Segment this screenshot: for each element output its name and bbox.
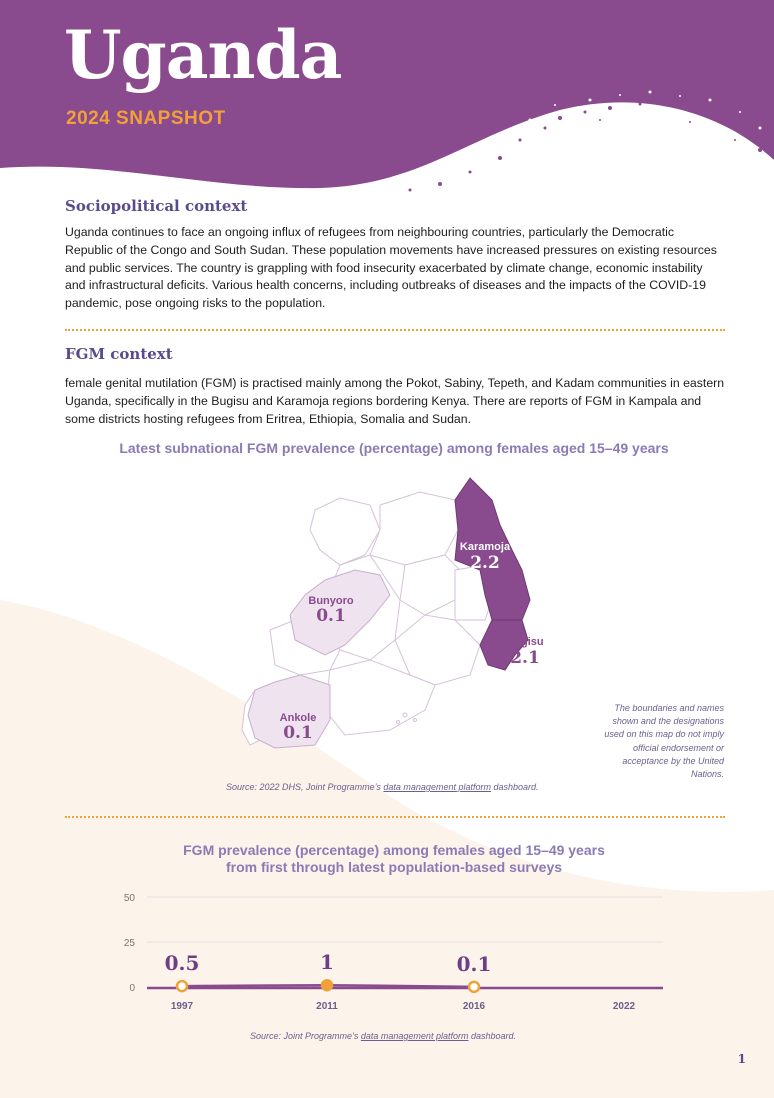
map-source-link[interactable]: data management platform	[383, 782, 491, 792]
x-tick-label: 1997	[170, 1001, 194, 1012]
data-point	[177, 981, 187, 991]
region-name-karamoja: Karamoja	[459, 541, 511, 553]
x-tick-label: 2016	[462, 1001, 486, 1012]
y-tick-label: 0	[129, 983, 135, 994]
data-point	[469, 982, 479, 992]
sociopolitical-heading: Sociopolitical context	[65, 197, 248, 215]
page-title: Uganda	[64, 16, 342, 94]
trend-chart	[110, 885, 670, 1015]
x-tick-label: 2011	[316, 1001, 338, 1012]
map-disclaimer: The boundaries and names shown and the designations used on this map do not imply official endorsement or acceptance by the United Nations.	[604, 703, 724, 780]
y-tick-label: 50	[123, 893, 135, 904]
sociopolitical-text: Uganda continues to face an ongoing influx of refugees from neighbouring countries, particularly the Democratic Republic of the Congo and South Sudan. These population movements have increased pressures on existing resources and public services. The country is grappling with food insecurity exacerbated by climate change, economic instability and infrastructural deficits. Various health concerns, including outbreaks of diseases and the impacts of the COVID-19 pandemic, pose ongoing risks to the population.	[65, 225, 717, 311]
region-name-bunyoro: Bunyoro	[308, 595, 354, 607]
page-subtitle: 2024 SNAPSHOT	[66, 108, 226, 129]
page-number: 1	[737, 1052, 746, 1066]
region-value-bugisu: 2.1	[510, 648, 540, 668]
fgm-context-heading: FGM context	[65, 345, 173, 363]
map-source-suffix: dashboard.	[490, 782, 539, 792]
data-label: 0.1	[456, 951, 492, 976]
region-value-bunyoro: 0.1	[316, 606, 346, 626]
region-name-ankole: Ankole	[279, 712, 317, 724]
map-source-prefix: Source: 2022 DHS, Joint Programme’s	[226, 782, 384, 792]
trend-source-prefix: Source: Joint Programme’s	[250, 1031, 361, 1041]
trend-title	[60, 842, 728, 876]
fgm-context-text: female genital mutilation (FGM) is practised mainly among the Pokot, Sabiny, Tepeth, and Kadam communities in eastern Uganda, specifically in the Bugisu and Karamoja regions bordering Kenya. There are reports of FGM in Kampala and some districts hosting refugees from Eritrea, Ethiopia, Somalia and Sudan.	[65, 376, 725, 426]
trend-source	[250, 1031, 516, 1041]
y-tick-label: 25	[123, 938, 135, 949]
section-divider	[65, 329, 725, 331]
trend-title-line2: from first through latest population-based surveys	[225, 859, 563, 875]
data-label: 1	[320, 950, 334, 975]
data-label: 0.5	[164, 951, 200, 976]
trend-source-suffix: dashboard.	[468, 1031, 516, 1041]
section-divider-2	[65, 816, 725, 818]
map-source	[226, 782, 539, 792]
trend-title-line1: FGM prevalence (percentage) among females aged 15–49 years	[183, 842, 605, 858]
x-tick-label: 2022	[612, 1001, 636, 1012]
region-value-karamoja: 2.2	[470, 553, 500, 573]
region-name-bugisu: Bugisu	[506, 636, 544, 648]
trend-source-link[interactable]: data management platform	[360, 1031, 469, 1041]
data-point	[322, 980, 332, 990]
map-title: Latest subnational FGM prevalence (percentage) among females aged 15–49 years	[119, 440, 669, 456]
region-value-ankole: 0.1	[283, 723, 313, 743]
